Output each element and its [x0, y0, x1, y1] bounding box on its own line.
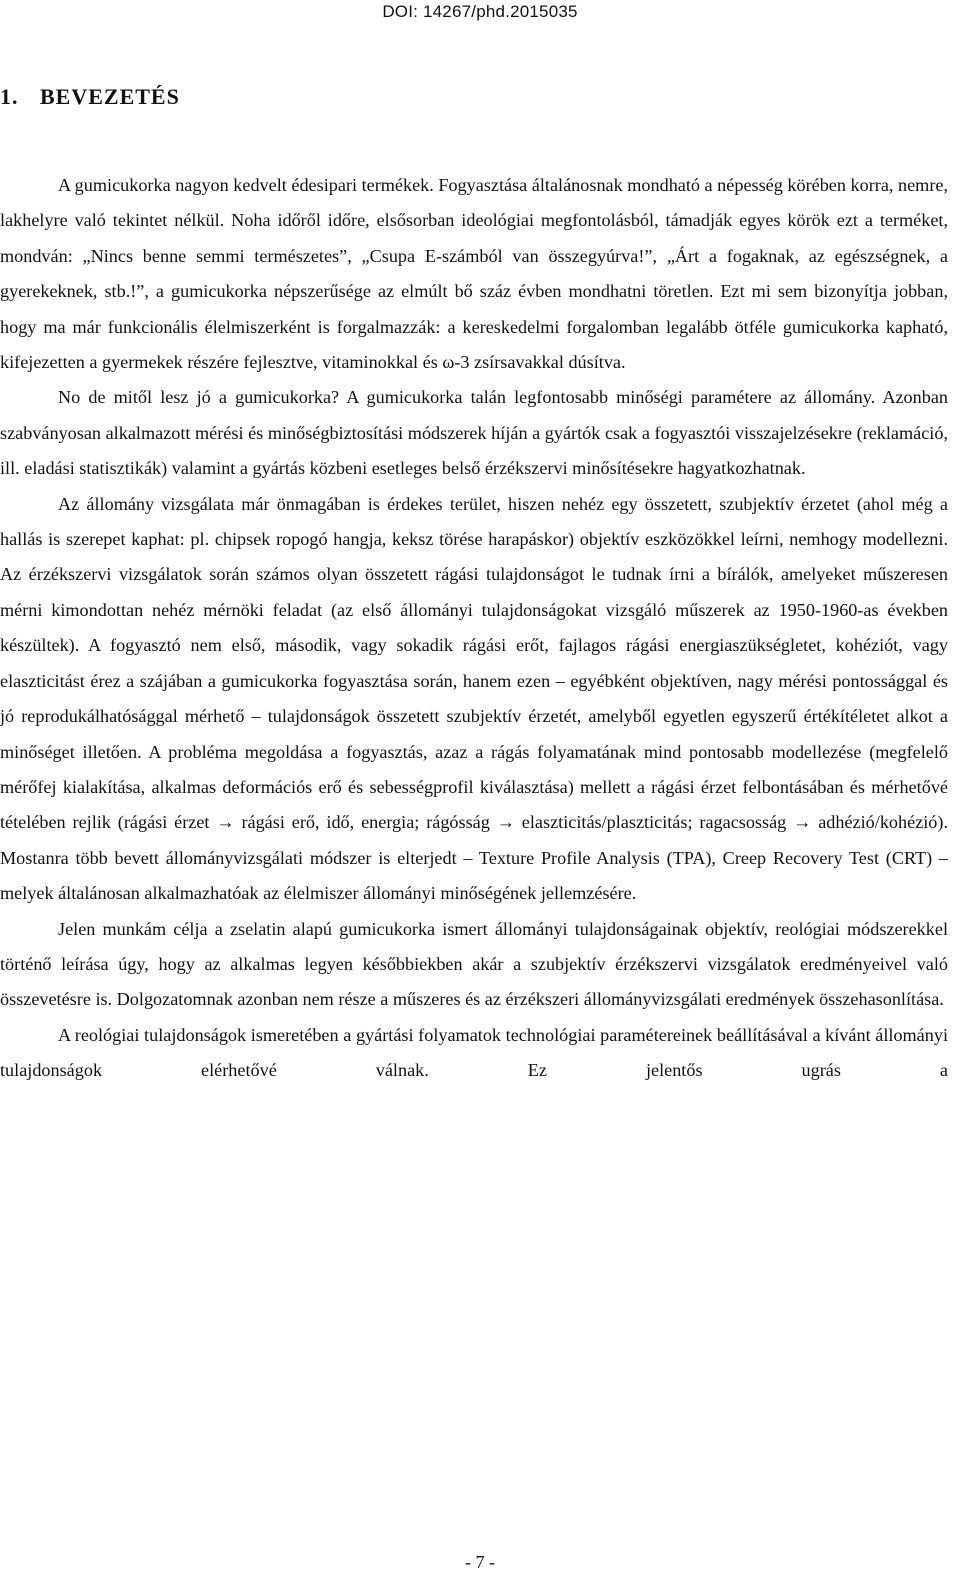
section-number: 1.	[0, 84, 19, 109]
page-number: - 7 -	[465, 1552, 495, 1572]
section-heading	[0, 84, 180, 110]
paragraph-rheology: A reológiai tulajdonságok ismeretében a gyártási folyamatok technológiai paramétereinek beállításával a kívánt állományi tulajdonságok elérhetővé válnak. Ez jelentős ugrás a	[0, 1024, 948, 1081]
body-text	[0, 168, 948, 1089]
paragraph-quality: No de mitől lesz jó a gumicukorka? A gumicukorka talán legfontosabb minőségi paramétere az állomány. Azonban szabványosan alkalmazott mérési és minőségbiztosítási módszerek híján a gyártók csak a fogyasztói visszajelzésekre (reklamáció, ill. eladási statisztikák) valamint a gyártás közbeni esetleges belső érzékszervi minősítésekre hagyatkozhatnak.	[0, 387, 948, 479]
doi-header: DOI: 14267/phd.2015035	[382, 2, 578, 21]
paragraph-texture: Az állomány vizsgálata már önmagában is érdekes terület, hiszen nehéz egy összetett, szubjektív érzetet (ahol még a hallás is szerepet kaphat: pl. chipsek ropogó hangja, keksz törése harapáskor) objektív eszközökkel leírni, nemhogy modellezni. Az érzékszervi vizsgálatok során számos olyan összetett rágási tulajdonságot le tudnak írni a bírálók, amelyeket műszeresen mérni kimondottan nehéz mérnöki feladat (az első állományi tulajdonságokat vizsgáló műszerek az 1950-1960-as években készültek). A fogyasztó nem első, második, vagy sokadik rágási erőt, fajlagos rágási energiaszükségletet, kohéziót, vagy elaszticitást érez a szájában a gumicukorka fogyasztása során, hanem ezen – egyébként objektíven, nagy mérési pontossággal és jó reprodukálhatósággal mérhető – tulajdonságok összetett szubjektív érzetét, amelyből egyetlen egyszerű értékítéletet alkot a minőséget illetően. A probléma megoldása a fogyasztás, azaz a rágás folyamatának mind pontosabb modellezése (megfelelő mérőfej kialakítása, alkalmas deformációs erő és sebességprofil kiválasztása) mellett a rágási érzet felbontásában és mérhetővé tételében rejlik (rágási érzet → rágási erő, idő, energia; rágósság → elaszticitás/plaszticitás; ragacsosság → adhézió/kohézió). Mostanra több bevett állományvizsgálati módszer is elterjedt – Texture Profile Analysis (TPA), Creep Recovery Test (CRT) – melyek általánosan alkalmazhatóak az élelmiszer állományi minőségének jellemzésére.	[0, 493, 948, 904]
section-title: BEVEZETÉS	[40, 84, 180, 109]
paragraph-aim: Jelen munkám célja a zselatin alapú gumicukorka ismert állományi tulajdonságainak objektív, reológiai módszerekkel történő leírása úgy, hogy az alkalmas legyen későbbiekben akár a szubjektív érzékszervi vizsgálatok eredményeivel való összevetésre is. Dolgozatomnak azonban nem része a műszeres és az érzékszeri állományvizsgálati eredmények összehasonlítása.	[0, 918, 948, 1010]
paragraph-intro: A gumicukorka nagyon kedvelt édesipari termékek. Fogyasztása általánosnak mondható a népesség körében korra, nemre, lakhelyre való tekintet nélkül. Noha időről időre, elsősorban ideológiai megfontolásból, támadják egyes körök ezt a terméket, mondván: „Nincs benne semmi természetes”, „Csupa E-számból van összegyúrva!”, „Árt a fogaknak, az egészségnek, a gyerekeknek, stb.!”, a gumicukorka népszerűsége az elmúlt bő száz évben mondhatni töretlen. Ezt mi sem bizonyítja jobban, hogy ma már funkcionális élelmiszerként is forgalmazzák: a kereskedelmi forgalomban legalább ötféle gumicukorka kapható, kifejezetten a gyermekek részére fejlesztve, vitaminokkal és ω-3 zsírsavakkal dúsítva.	[0, 175, 948, 373]
